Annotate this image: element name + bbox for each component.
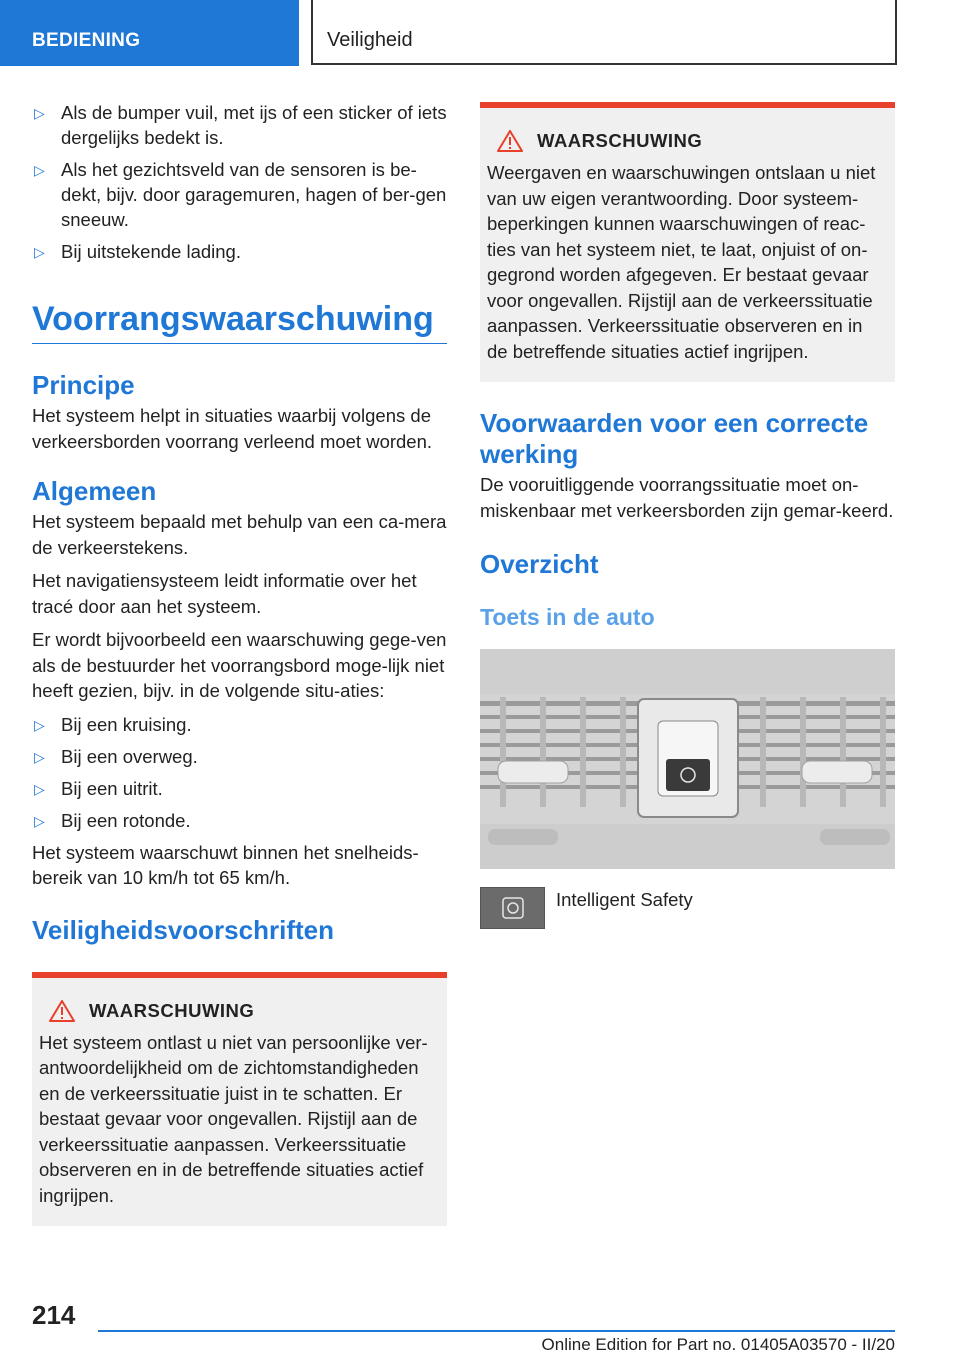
list-item: ▷ Bij een rotonde.: [32, 808, 447, 833]
warning-icon: [49, 1000, 75, 1022]
list-item: ▷ Bij uitstekende lading.: [32, 239, 447, 264]
triangle-bullet-icon: ▷: [34, 812, 45, 829]
chapter-tab: [311, 0, 897, 65]
key-legend: [480, 887, 895, 929]
triangle-bullet-icon: ▷: [34, 244, 45, 260]
list-item: ▷ Als het gezichtsveld van de sensoren is be-dekt, bijv. door garagemuren, hagen of ber-gen sneeuw.: [34, 159, 447, 230]
section-title: BEDIENING: [32, 30, 141, 51]
intelligent-safety-button-icon: [480, 887, 545, 929]
algemeen-text: Het systeem bepaald met behulp van een ca-mera de verkeerstekens.: [32, 511, 447, 558]
overview-heading: Overzicht: [480, 549, 599, 579]
warning-box: [32, 972, 447, 1227]
warning-text: Het systeem ontlast u niet van persoonlijke ver-antwoordelijkheid om de zichtomstandigheden en de verkeerssituatie juist in te schatten. Er bestaat gevaar voor ongevallen. Rijstijl aan de verkeerssituatie aanpassen. Verkeerssituatie observeren en in de betreffende situaties actief ingrijpen.: [39, 1031, 428, 1206]
triangle-bullet-icon: ▷: [34, 105, 45, 121]
warning-title: WAARSCHUWING: [39, 1000, 439, 1022]
conditions-text: De vooruitliggende voorrangssituatie moet on-miskenbaar met verkeersborden zijn gemar-keerd.: [480, 474, 894, 521]
list-item: ▷ Als de bumper vuil, met ijs of een sticker of iets dergelijks bedekt is.: [34, 102, 447, 148]
algemeen-heading: Algemeen: [32, 476, 157, 506]
section-tab: [0, 0, 299, 66]
principe-text: Het systeem helpt in situaties waarbij volgens de verkeersborden voorrang verleend moet worden.: [32, 405, 433, 452]
right-column: [480, 102, 895, 929]
page-header: [0, 0, 960, 66]
edition-text: Online Edition for Part no. 01405A03570 - II/20: [541, 1335, 895, 1354]
car-button-photo: [480, 649, 895, 869]
triangle-bullet-icon: ▷: [34, 716, 45, 733]
left-column: [32, 100, 447, 1226]
algemeen-text: Er wordt bijvoorbeeld een waarschuwing gege-ven als de bestuurder het voorrangsbord moge-lijk niet heeft gezien, bijv. in de volgende situ-aties:: [32, 629, 447, 701]
conditions-heading: Voorwaarden voor een correcte werking: [480, 408, 869, 469]
safety-heading: Veiligheidsvoorschriften: [32, 914, 334, 945]
footer-divider: [98, 1330, 895, 1332]
principe-heading: Principe: [32, 370, 135, 400]
algemeen-text: Het navigatiensysteem leidt informatie over het tracé door aan het systeem.: [32, 570, 417, 617]
list-item: ▷ Bij een kruising.: [32, 712, 447, 737]
page-title: Voorrangswaarschuwing: [32, 300, 447, 344]
list-item: ▷ Bij een uitrit.: [32, 776, 447, 801]
triangle-bullet-icon: ▷: [34, 748, 45, 765]
key-label: Intelligent Safety: [556, 889, 693, 910]
warning-text: Weergaven en waarschuwingen ontslaan u niet van uw eigen verantwoording. Door systeem-beperkingen kunnen waarschuwingen of reac-ties van het systeem niet, te laat, onjuist of on-gegrond worden afgegeven. Er bestaat gevaar voor ongevallen. Rijstijl aan de verkeerssituatie aanpassen. Verkeerssituatie observeren en in de betreffende situaties actief ingrijpen.: [487, 162, 876, 362]
chapter-title: Veiligheid: [327, 29, 413, 51]
warning-icon: [497, 130, 523, 152]
speed-text: Het systeem waarschuwt binnen het snelheids-bereik van 10 km/h tot 65 km/h.: [32, 841, 419, 888]
warning-title: WAARSCHUWING: [487, 130, 887, 152]
triangle-bullet-icon: ▷: [34, 162, 45, 178]
list-item: ▷ Bij een overweg.: [32, 744, 447, 769]
button-heading: Toets in de auto: [480, 604, 655, 630]
warning-box: [480, 102, 895, 382]
triangle-bullet-icon: ▷: [34, 780, 45, 797]
page-number: 214: [32, 1300, 76, 1330]
